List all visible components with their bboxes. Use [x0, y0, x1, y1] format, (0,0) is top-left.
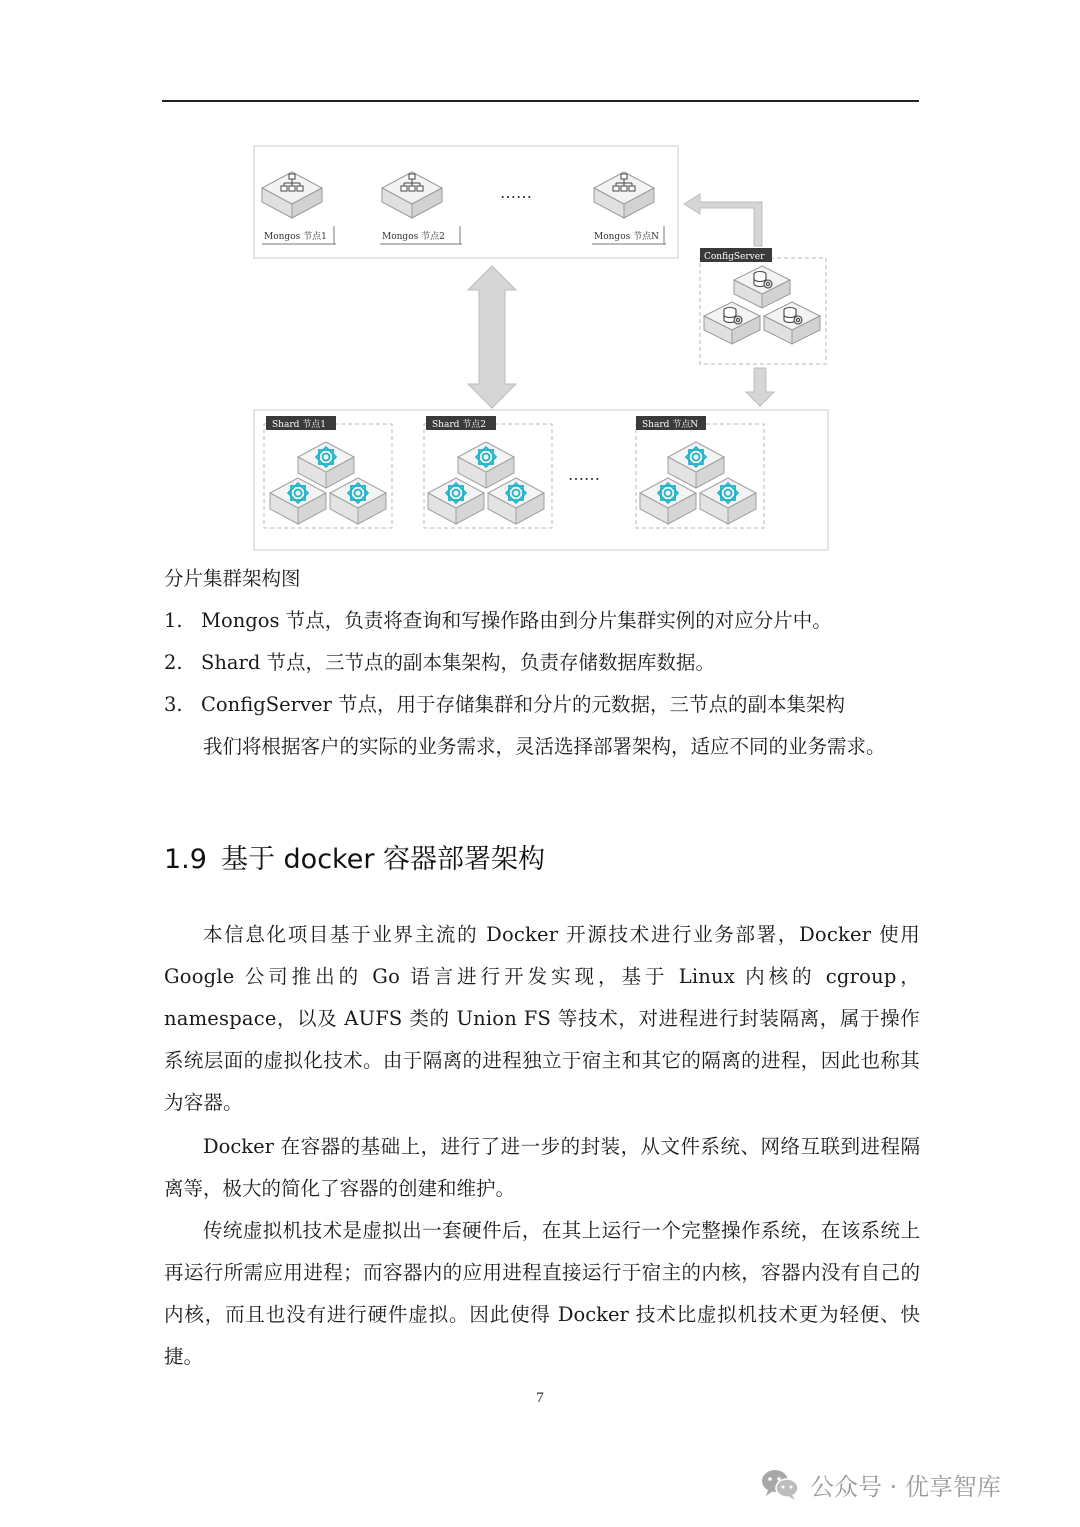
shard-node-n-label: Shard 节点N: [642, 420, 699, 430]
list-item-number: 2.: [164, 651, 183, 674]
mongos-node-n-label: Mongos 节点N: [594, 232, 659, 242]
configserver-label: ConfigServer: [704, 252, 765, 262]
shard-ellipsis: ……: [568, 465, 600, 484]
shard-node-1-label: Shard 节点1: [272, 420, 326, 430]
list-item: [164, 642, 920, 684]
list-item-number: 3.: [164, 693, 183, 716]
mongos-region: [254, 146, 678, 258]
watermark-text: 公众号 · 优享智库: [810, 1472, 1001, 1501]
shard-region: [254, 410, 828, 550]
list-item: [164, 600, 920, 642]
list-item-text: Mongos 节点，负责将查询和写操作路由到分片集群实例的对应分片中。: [201, 609, 832, 632]
config-to-mongos-arrow-icon: [684, 194, 762, 246]
sharded-cluster-diagram: [248, 140, 834, 552]
paragraph-vm-comparison: 传统虚拟机技术是虚拟出一套硬件后，在其上运行一个完整操作系统，在该系统上再运行所需应用进程；而容器内的应用进程直接运行于宿主的内核，容器内没有自己的内核，而且也没有进行硬件虚拟。因此使得 Docker 技术比虚拟机技术更为轻便、快捷。: [164, 1219, 920, 1368]
mongos-node-2-label: Mongos 节点2: [382, 232, 445, 242]
paragraph-docker-encapsulation: Docker 在容器的基础上，进行了进一步的封装，从文件系统、网络互联到进程隔离等，极大的简化了容器的创建和维护。: [164, 1135, 920, 1200]
section-title: 基于 docker 容器部署架构: [220, 844, 546, 875]
header-rule: [162, 100, 919, 102]
wechat-icon: [760, 1467, 800, 1501]
shard-node-2-label: Shard 节点2: [432, 420, 486, 430]
paragraph-docker-intro: 本信息化项目基于业界主流的 Docker 开源技术进行业务部署，Docker 使用 Google 公司推出的 Go 语言进行开发实现，基于 Linux 内核的 cgroup，namespace，以及 AUFS 类的 Union FS 等技术，对进程进行封装隔离，属于操作系统层面的虚拟化技术。由于隔离的进程独立于宿主和其它的隔离的进程，因此也称其为容器。: [164, 923, 920, 1114]
figure-caption: 分片集群架构图: [164, 567, 301, 590]
list-item: [164, 684, 920, 726]
section-number: 1.9: [164, 844, 207, 875]
watermark: [760, 1462, 1001, 1506]
configserver-region: [700, 248, 826, 364]
list-item-number: 1.: [164, 609, 183, 632]
bidirectional-arrow-icon: [468, 266, 516, 408]
list-item-text: Shard 节点，三节点的副本集架构，负责存储数据库数据。: [201, 651, 716, 674]
mongos-ellipsis: ……: [500, 183, 532, 202]
component-list: [164, 600, 920, 726]
section-heading: [164, 838, 545, 882]
paragraph-deployment-choice: 我们将根据客户的实际的业务需求，灵活选择部署架构，适应不同的业务需求。: [203, 735, 886, 758]
config-to-shard-arrow-icon: [746, 368, 774, 406]
mongos-node-1-label: Mongos 节点1: [264, 232, 327, 242]
diagram-canvas: [248, 140, 834, 552]
list-item-text: ConfigServer 节点，用于存储集群和分片的元数据，三节点的副本集架构: [201, 693, 846, 716]
page-number: 7: [536, 1390, 544, 1406]
